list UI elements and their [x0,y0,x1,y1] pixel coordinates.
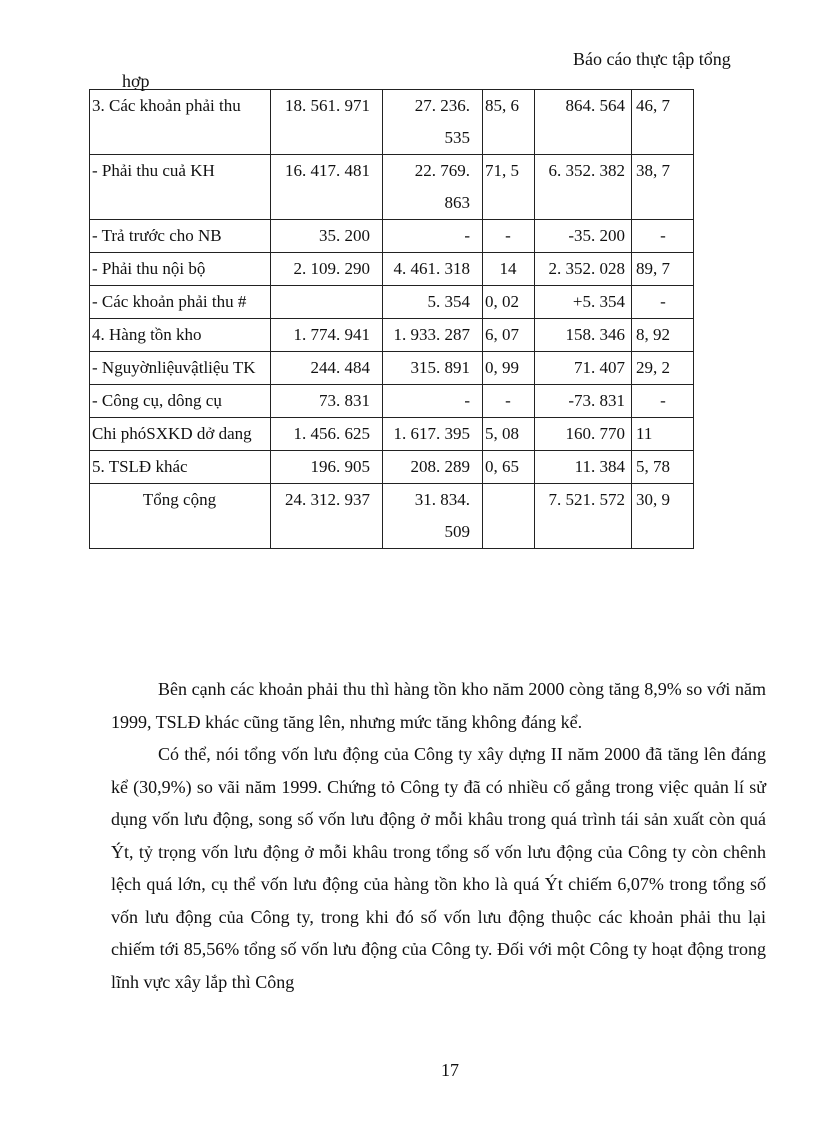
share-2000: - [483,220,535,253]
share-2000: 6, 07 [483,319,535,352]
difference: 864. 564 [535,90,632,155]
row-label: Tổng cộng [90,484,271,549]
table-row-total [90,484,694,549]
share-2000: 14 [483,253,535,286]
change-percent: 38, 7 [632,155,694,220]
share-2000: 0, 65 [483,451,535,484]
difference: +5. 354 [535,286,632,319]
row-label: Chi phóSXKD dở dang [90,418,271,451]
value-1999: 16. 417. 481 [271,155,383,220]
paragraph: Có thể, nói tổng vốn lưu động của Công ty xây dựng II năm 2000 đã tăng lên đáng kể (30,9%) so vãi năm 1999. Chứng tỏ Công ty đã có nhiều cố gắng trong việc quản lí sử dụng vốn lưu động, song số vốn lưu động ở mỗi khâu trong quá trình tái sản xuất còn quá Ýt, tỷ trọng vốn lưu động ở mỗi khâu trong tổng số vốn lưu động của Công ty còn chênh lệch quá lớn, cụ thể vốn lưu động của hàng tồn kho là quá Ýt chiếm 6,07% trong tổng số vốn lưu động của Công ty, trong khi đó số vốn lưu động thuộc các khoản phải thu lại chiếm tới 85,56% tổng số vốn lưu động của Công ty. Đối với một Công ty hoạt động trong lĩnh vực xây lắp thì Công [111,744,766,992]
table-row [90,352,694,385]
table-row [90,155,694,220]
change-percent: 89, 7 [632,253,694,286]
value-1999 [271,286,383,319]
difference: -73. 831 [535,385,632,418]
value-2000: 27. 236. 535 [383,90,483,155]
change-percent: 8, 92 [632,319,694,352]
row-label: - Trả trước cho NB [90,220,271,253]
share-2000: 5, 08 [483,418,535,451]
difference: 71. 407 [535,352,632,385]
share-2000 [483,484,535,549]
change-percent: - [632,286,694,319]
table-row [90,319,694,352]
change-percent: 46, 7 [632,90,694,155]
running-header-continuation: hợp [122,71,150,91]
table-row [90,286,694,319]
difference: 160. 770 [535,418,632,451]
page-number: 17 [441,1060,459,1080]
value-2000: 5. 354 [383,286,483,319]
table-row [90,385,694,418]
share-2000: 85, 6 [483,90,535,155]
value-1999: 244. 484 [271,352,383,385]
value-2000: - [383,220,483,253]
change-percent: 11 [632,418,694,451]
row-label: - Phải thu nội bộ [90,253,271,286]
difference: 2. 352. 028 [535,253,632,286]
row-label: - Các khoản phải thu # [90,286,271,319]
value-1999: 1. 774. 941 [271,319,383,352]
value-2000: 22. 769. 863 [383,155,483,220]
share-2000: 71, 5 [483,155,535,220]
value-2000: 315. 891 [383,352,483,385]
table-row [90,220,694,253]
value-1999: 24. 312. 937 [271,484,383,549]
value-2000: 1. 933. 287 [383,319,483,352]
row-label: - Nguyờnliệuvậtliệu TK [90,352,271,385]
value-1999: 73. 831 [271,385,383,418]
row-label: 4. Hàng tồn kho [90,319,271,352]
value-1999: 18. 561. 971 [271,90,383,155]
value-1999: 35. 200 [271,220,383,253]
row-label: 5. TSLĐ khác [90,451,271,484]
change-percent: - [632,385,694,418]
share-2000: 0, 02 [483,286,535,319]
running-header-title: Báo cáo thực tập tổng [573,49,731,69]
difference: 158. 346 [535,319,632,352]
change-percent: - [632,220,694,253]
share-2000: - [483,385,535,418]
share-2000: 0, 99 [483,352,535,385]
value-1999: 196. 905 [271,451,383,484]
table-row [90,90,694,155]
change-percent: 30, 9 [632,484,694,549]
difference: 6. 352. 382 [535,155,632,220]
row-label: 3. Các khoản phải thu [90,90,271,155]
value-1999: 1. 456. 625 [271,418,383,451]
value-2000: - [383,385,483,418]
difference: -35. 200 [535,220,632,253]
row-label: - Phải thu cuả KH [90,155,271,220]
table-row [90,418,694,451]
working-capital-table [89,89,694,549]
difference: 11. 384 [535,451,632,484]
value-2000: 208. 289 [383,451,483,484]
value-2000: 4. 461. 318 [383,253,483,286]
value-1999: 2. 109. 290 [271,253,383,286]
difference: 7. 521. 572 [535,484,632,549]
value-2000: 31. 834. 509 [383,484,483,549]
body-text [111,673,766,998]
table-row [90,253,694,286]
value-2000: 1. 617. 395 [383,418,483,451]
change-percent: 5, 78 [632,451,694,484]
table-row [90,451,694,484]
paragraph: Bên cạnh các khoản phải thu thì hàng tồn kho năm 2000 còng tăng 8,9% so với năm 1999, TSLĐ khác cũng tăng lên, nhưng mức tăng không đáng kể. [111,679,766,732]
change-percent: 29, 2 [632,352,694,385]
row-label: - Công cụ, dông cụ [90,385,271,418]
